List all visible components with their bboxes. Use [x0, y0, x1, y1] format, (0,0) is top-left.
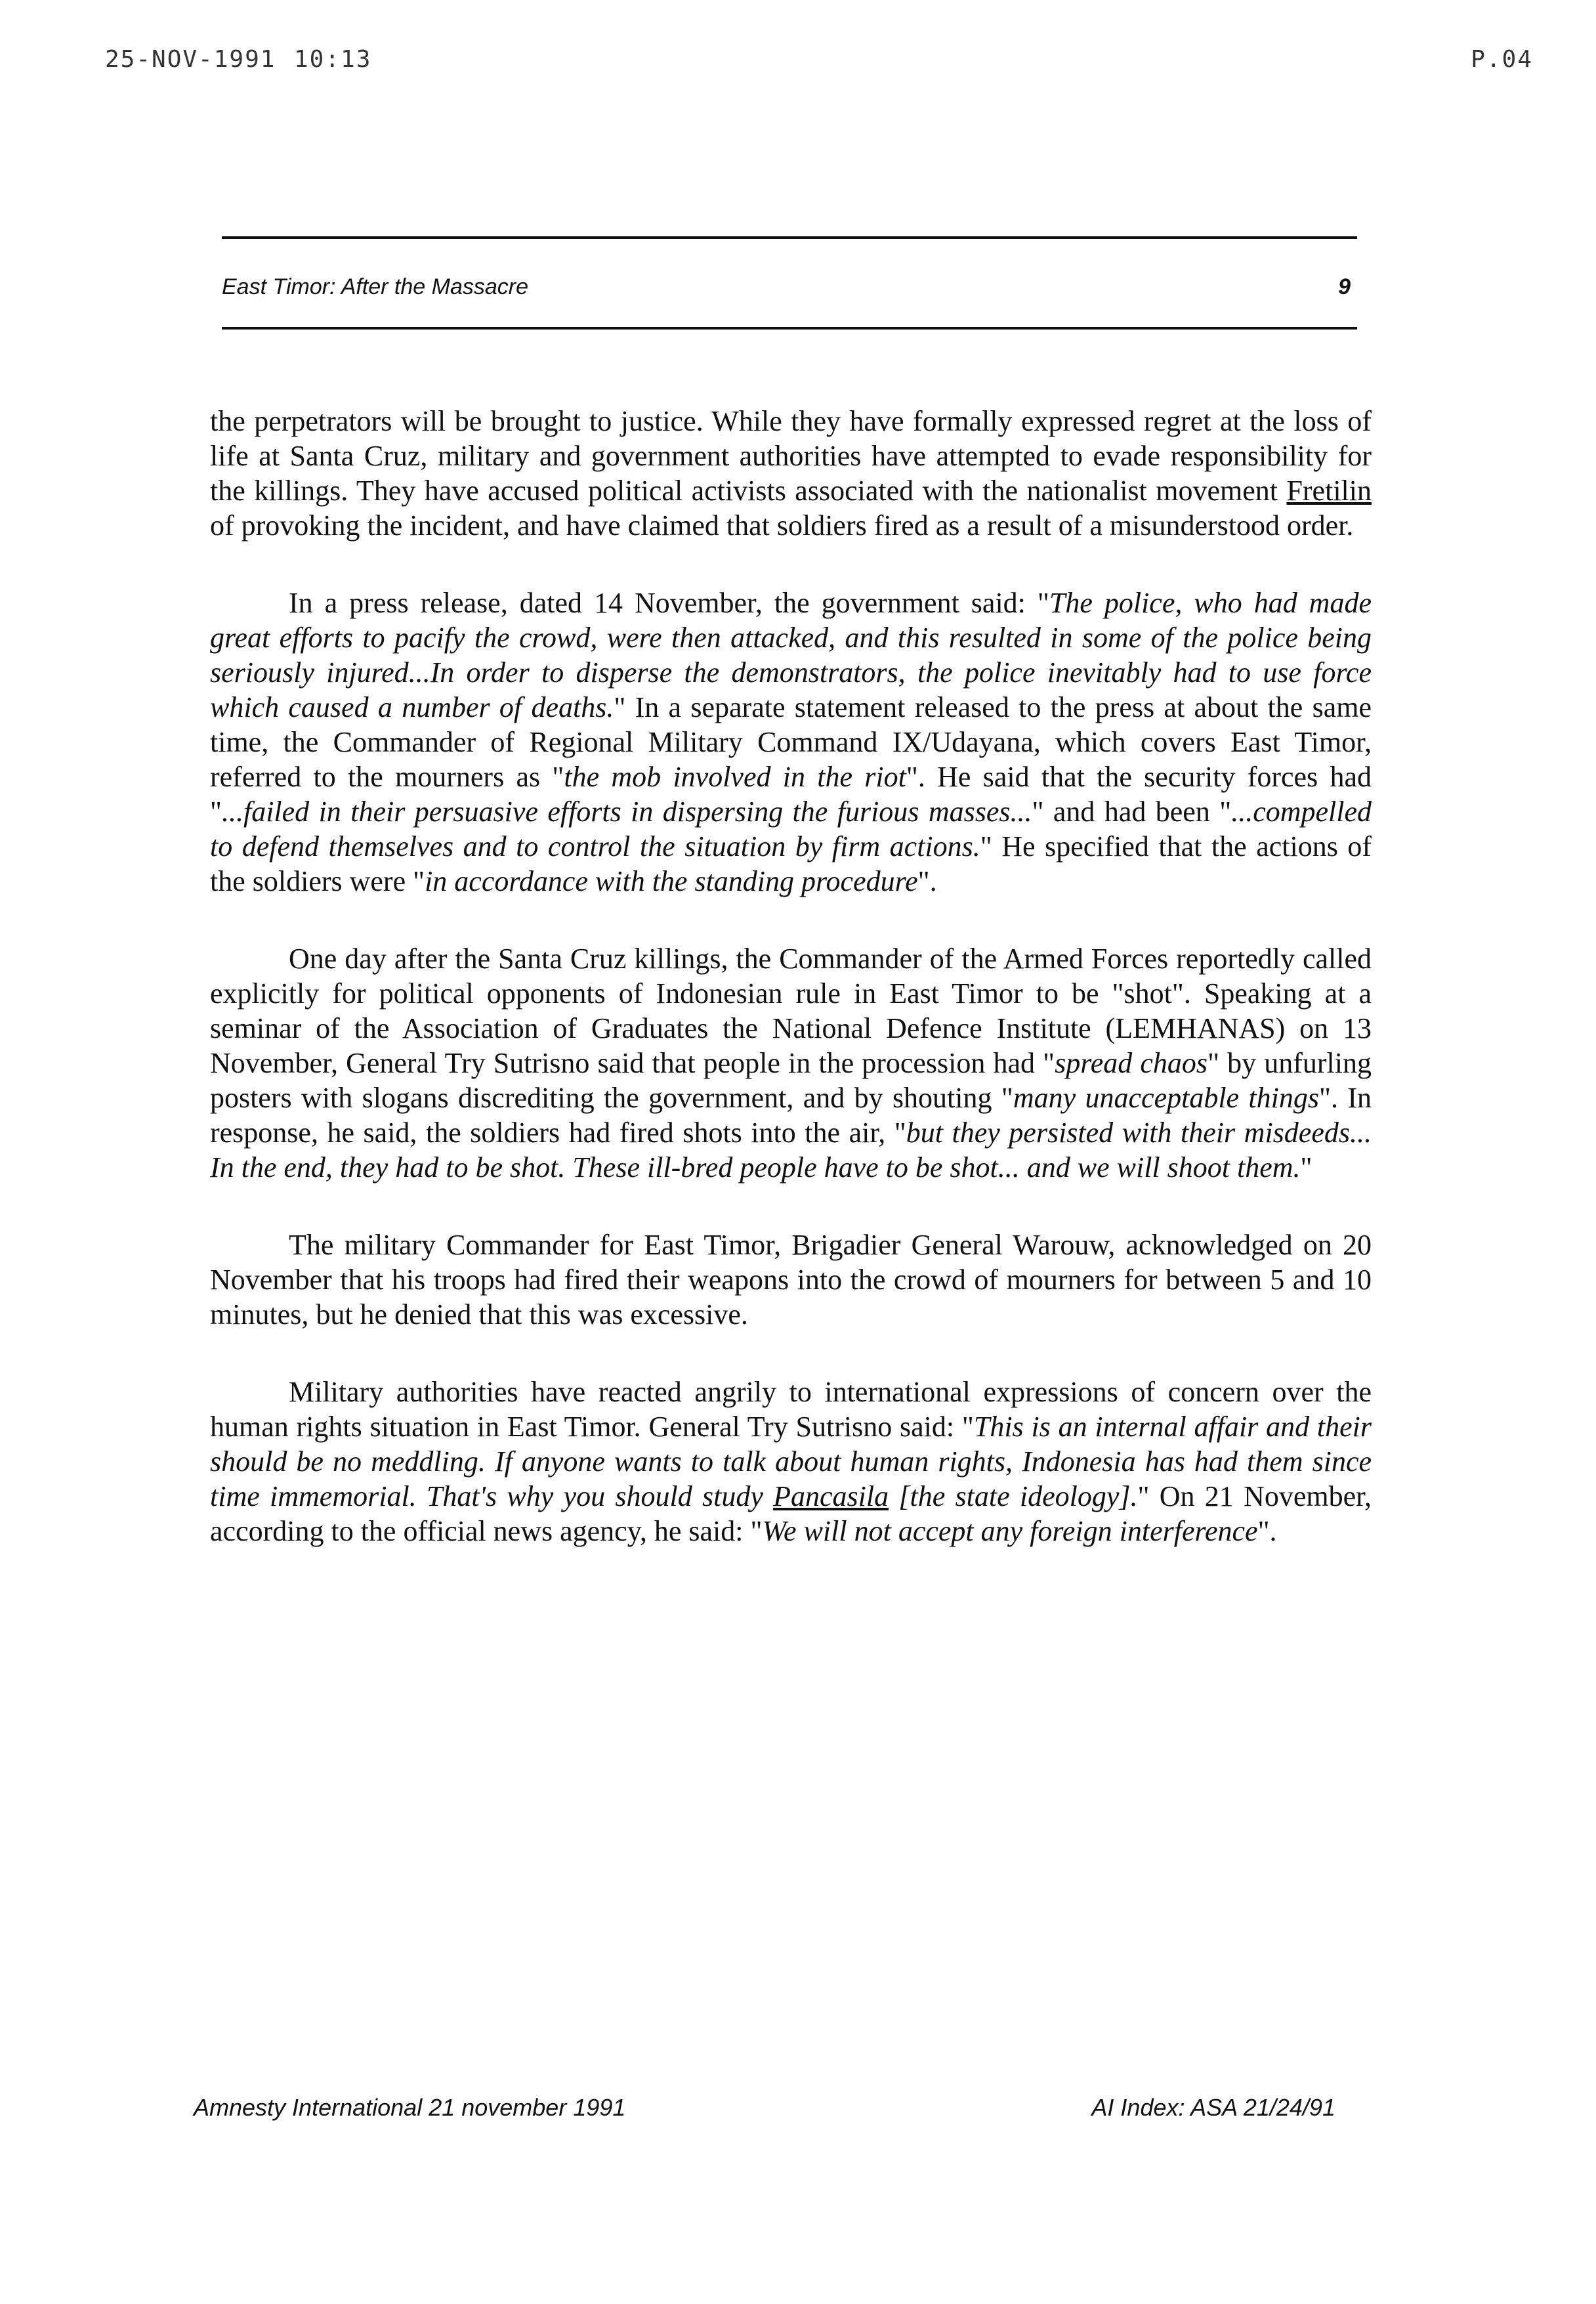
- quote-internal-affair: This is an internal affair and their should be no meddling. If anyone wants to talk about human rights, Indonesia has had them since time immemorial. That's why you should study: [210, 1411, 1372, 1512]
- page-footer: [194, 2094, 1335, 2133]
- footer-publisher-date: Amnesty International 21 november 1991: [194, 2094, 626, 2121]
- paragraph-2-text-f: ".: [917, 865, 937, 897]
- paragraph-3-text-b: " by unfurling posters with slogans discrediting the government, and by shouting ": [210, 1047, 1372, 1114]
- fax-page-number: P.04: [1471, 46, 1533, 73]
- quote-shot: but they persisted with their misdeeds... In the end, they had to be shot. These ill-bred people have to be shot... and we will shoot them.: [210, 1117, 1372, 1184]
- paragraph-3-text-c: ". In response, he said, the soldiers had fired shots into the air, ": [210, 1082, 1372, 1149]
- paragraph-5-text-c: ".: [1257, 1515, 1277, 1547]
- paragraph-2-text-a: In a press release, dated 14 November, the government said: ": [289, 587, 1049, 619]
- quote-press-release: The police, who had made great efforts to pacify the crowd, were then attacked, and this resulted in some of the police being seriously injured...In order to disperse the demonstrators, the police inevitably had to use force which caused a number of deaths.: [210, 587, 1372, 723]
- quote-mob: the mob involved in the riot: [564, 761, 906, 793]
- paragraph-3-text-d: ": [1300, 1151, 1312, 1184]
- quote-spread-chaos: spread chaos: [1055, 1047, 1208, 1079]
- page-number: 9: [1338, 274, 1351, 299]
- paragraph-3: [210, 941, 1372, 1185]
- paragraph-5-text-b: " On 21 November, according to the official news agency, he said: ": [210, 1480, 1372, 1547]
- paragraph-2-text-d: " and had been ": [1032, 796, 1232, 828]
- paragraph-1: [210, 404, 1372, 543]
- paragraph-3-text-a: One day after the Santa Cruz killings, the Commander of the Armed Forces reportedly called explicitly for political opponents of Indonesian rule in East Timor to be "shot". Speaking at a seminar of the Association of Graduates the National Defence Institute (LEMHANAS) on 13 November, General Try Sutrisno said that people in the procession had ": [210, 943, 1372, 1079]
- paragraph-2: [210, 586, 1372, 899]
- paragraph-4: [210, 1227, 1372, 1332]
- top-rule: [222, 236, 1357, 239]
- fax-date: 25-NOV-1991: [105, 46, 276, 73]
- paragraph-2-text-c: ". He said that the security forces had ": [210, 761, 1372, 828]
- paragraph-4-text: The military Commander for East Timor, Brigadier General Warouw, acknowledged on 20 November that his troops had fired their weapons into the crowd of mourners for between 5 and 10 minutes, but he denied that this was excessive.: [210, 1229, 1372, 1331]
- quote-state-ideology: [the state ideology].: [889, 1480, 1138, 1512]
- paragraph-2-text-b: " In a separate statement released to the press at about the same time, the Commander of Regional Military Command IX/Udayana, which covers East Timor, referred to the mourners as ": [210, 691, 1372, 793]
- quote-failed: ...failed in their persuasive efforts in dispersing the furious masses...: [221, 796, 1032, 828]
- fax-time: 10:13: [294, 46, 372, 73]
- fretilin-underlined: Fretilin: [1286, 475, 1372, 507]
- quote-unacceptable-things: many unacceptable things: [1013, 1082, 1320, 1114]
- paragraph-2-text-e: " He specified that the actions of the soldiers were ": [210, 830, 1372, 897]
- quote-foreign-interference: We will not accept any foreign interference: [762, 1515, 1258, 1547]
- paragraph-5-text-a: Military authorities have reacted angrily to international expressions of concern over the human rights situation in East Timor. General Try Sutrisno said: ": [210, 1376, 1372, 1443]
- quote-compelled: ...compelled to defend themselves and to control the situation by firm actions.: [210, 796, 1372, 863]
- paragraph-1-text: the perpetrators will be brought to justice. While they have formally expressed regret at the loss of life at Santa Cruz, military and government authorities have attempted to evade responsibility for the killings. They have accused political activists associated with the nationalist movement: [210, 405, 1372, 507]
- header-bottom-rule: [222, 327, 1357, 330]
- quote-standing-procedure: in accordance with the standing procedure: [425, 865, 918, 897]
- paragraph-5: [210, 1375, 1372, 1548]
- running-head: [222, 269, 1351, 309]
- fax-header: [0, 39, 1596, 79]
- pancasila-underlined: Pancasila: [773, 1480, 889, 1512]
- footer-ai-index: AI Index: ASA 21/24/91: [1091, 2094, 1335, 2121]
- paragraph-1-tail: of provoking the incident, and have claimed that soldiers fired as a result of a misunderstood order.: [210, 509, 1354, 542]
- running-title: East Timor: After the Massacre: [222, 274, 529, 299]
- body-text: [210, 404, 1372, 1591]
